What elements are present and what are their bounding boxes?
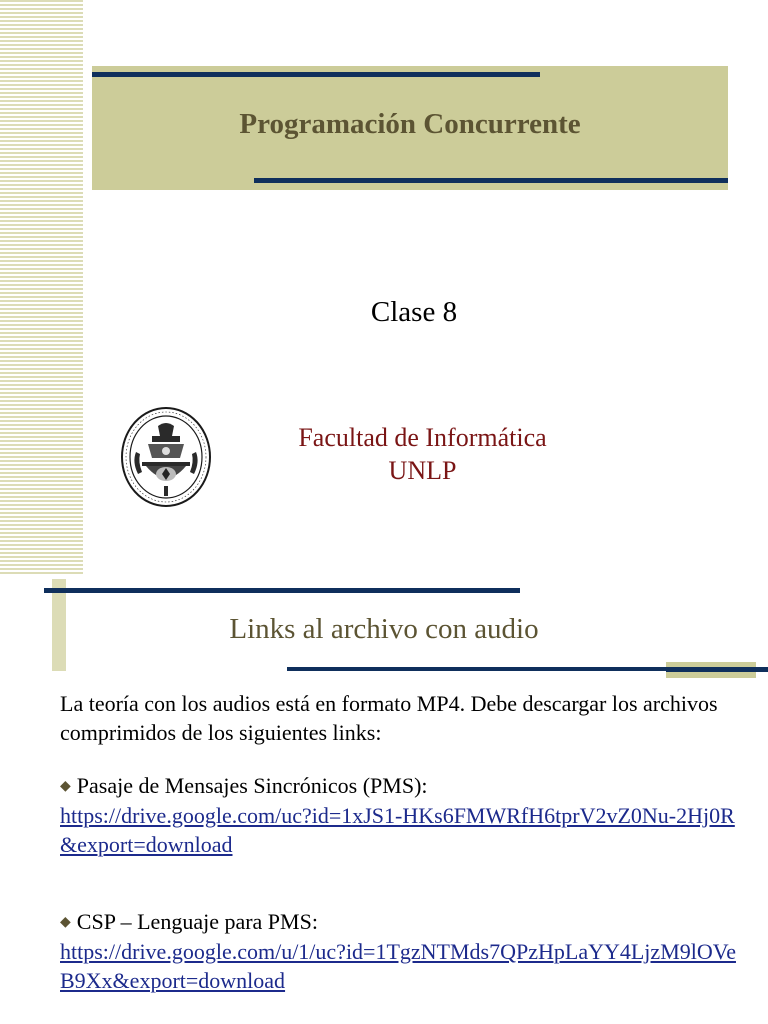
download-link-csp[interactable]: https://drive.google.com/u/1/uc?id=1TgzNTMds7QPzHpLaYY4LjzM9lOVeB9Xx&export=download	[60, 939, 736, 993]
right-accent-line	[666, 668, 768, 672]
intro-paragraph: La teoría con los audios está en formato MP4. Debe descargar los archivos comprimidos de los siguientes links:	[60, 691, 718, 745]
title-bar-bottom	[254, 178, 728, 183]
list-item	[60, 907, 750, 995]
download-link-pms[interactable]: https://drive.google.com/uc?id=1xJS1-HKs6FMWRfH6tprV2vZ0Nu-2Hj0R&export=download	[60, 803, 735, 857]
list-item	[60, 771, 750, 859]
diamond-bullet-icon: ◆	[60, 779, 71, 794]
heading-line-top	[44, 588, 520, 593]
faculty-name: Facultad de Informática	[298, 423, 547, 452]
slide-title: Programación Concurrente	[239, 108, 581, 140]
slide-heading: Links al archivo con audio	[229, 613, 539, 645]
list-item-label: CSP – Lenguaje para PMS:	[76, 909, 318, 934]
decorative-stripes	[0, 0, 83, 575]
list-item-label: Pasaje de Mensajes Sincrónicos (PMS):	[76, 773, 428, 798]
faculty-block	[200, 421, 645, 487]
class-number: Clase 8	[370, 296, 458, 328]
university-name: UNLP	[388, 456, 457, 485]
diamond-bullet-icon: ◆	[60, 915, 71, 930]
slide-2	[0, 575, 768, 1024]
title-bar-top	[92, 72, 540, 77]
